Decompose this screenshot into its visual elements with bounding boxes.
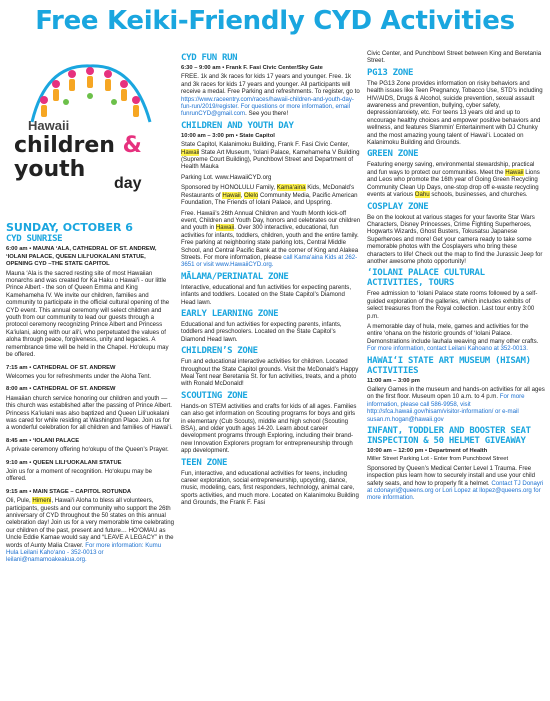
section-heading-green: GREEN ZONE [367,149,419,160]
sunrise-time: 6:00 am • MAUNA ‘ALA, CATHEDRAL OF ST. ANDREW, ‘IOLANI PALACE, QUEEN LILI‘UOKALANI STATUE, OPENING CYD –THE STATE CAPITOL [6,246,157,268]
text-run: Featuring energy saving, environmental stewardship, practical and fun ways to protect our communities. Meet the [367,161,535,176]
text-run: State Art Museum, ‘Iolani Palace, Kamehameha V Building (Supreme Court Building), Punchbowl Street and Department of Health Mauka [181,148,360,171]
text-run: , Hawai‘i Aloha to bless all volunteers, participants, guests and our community who support the 26th anniversary of CYD throughout the 50 states on this annual celebration day! Join us for a very memorable time celebrating our children of the past, present and future… HO‘OMAU as Uncle Eddie Kamae would say and “LEAVE A LEGACY” in the words of Aunty Malia Craver. [6,497,174,549]
section-heading-sunrise: CYD SUNRISE [6,234,63,245]
item3-body: A private ceremony offering ho‘okupu of the Queen’s Prayer. [6,446,169,454]
sunrise-body: Mauna ‘Ala is the sacred resting site of most Hawaiian monarchs and was created for Ka Haku o Hawai‘i - our little Prince Albert - the son of Queen Emma and King Kamehameha IV. We invite our children, families and community to participate in the official cultural opening of the CYD event. This annual ceremony will select children and youth from our community to lead our guests through a protocol ceremony recognizing Prince Albert and Princess Ka‘iulani, along with our ali‘i, who perpetuated the values of aloha through peace, forgiveness, unity and legacies. A remembrance time will be held in the Chapel. Ho‘okupu may be offered. [6,269,170,359]
text-run: Lions and Leos who promote the 16th year of Going Green Recycling Community Clean Up Days, one-stop drop off e-waste recycling events at various [367,168,540,199]
section-heading-scouting: SCOUTING ZONE [181,390,248,401]
item5-body [6,497,174,564]
section-heading-cyd: CHILDREN AND YOUTH DAY [181,120,294,131]
teen-body: Fun, interactive, and educational activities for teens, including career exploration, social entrepreneurship, upcycling, dance, music, modeling, cars, first responders, technology, animal care, sports activities, and much more. Located on Kalanimoku Building and Grounds, the Frank F. Fasi [181,469,359,507]
malama-body: Interactive, educational and fun activities for expecting parents, infants and toddlers. Located on the State Capitol’s Diamond Head lawn. [181,283,352,306]
highlight: Hawaii [222,191,241,199]
funrun-time: 6:30 – 9:00 am • Frank F. Fasi Civic Center/Sky Gate [181,65,323,71]
pg13-body: The PG13 Zone provides information on risky behaviors and health issues like Teen Pregnancy, Tobacco Use, STD’s including HIV/AIDS, Drugs & Alcohol, suicide prevention, sexual assault awareness and prevention, bullying, cyber safety, depression/anxiety, etc. For teens 13 years old and up to encourage healthy choices and empower positive behaviors and wellness, and features Slammin’ Entertainment with DJ Chunky and the most amazing young talent of Hawai‘i. Located on Kalanimoku Building and Grounds. [367,79,543,147]
section-heading-hisam: HAWAI‘I STATE ART MUSEUM (HISAM) ACTIVITIES [367,355,531,376]
hisam-time: 11:00 am – 3:00 pm [367,377,420,384]
cyd-time: 10:00 am – 3:00 pm • State Capitol [181,132,275,139]
cyd-logo [6,50,174,220]
iolani-body: Free admission to ‘Iolani Palace state rooms followed by a self-guided exploration of the galleries, which includes exhibits of select treasures from the Royal collection. Last tour entry 3:00 p.m. [367,290,538,320]
text-run: schools, businesses, and churches. [429,191,528,199]
item5-time: 9:15 am • MAIN STAGE – CAPITOL ROTUNDA [6,488,132,495]
section-heading-cosplay: COSPLAY ZONE [367,201,429,212]
cosplay-body: Be on the lookout at various stages for your favorite Star Wars Characters, Disney Princesses, Crime Fighting Superheroes, Hogwarts Wizards, Ghost Busters, Tokusatsu Japanese Superheroes and more! Get your camera ready to take some memorable photos with the Cosplayers who bring these characters to life! Check out the map to find the Jurassic Jeep for another awesome photo opportunity! [367,213,543,265]
iolani-body-2 [367,323,545,353]
teen-continued: Civic Center, and Punchbowl Street between King and Beretania Street. [367,50,542,65]
highlight: Olelo [244,191,259,199]
text-run: Kids, McDonald’s Restaurants of [181,184,355,199]
item1-time: 7:15 am • CATHEDRAL OF ST. ANDREW [6,364,116,371]
scouting-body: Hands-on STEM activities and crafts for kids of all ages. Families can also get information on Scouting programs for boys and girls in elementary (Cub Scouts), middle and high school (Scouting BSA), and older youth ages 14-20. Learn about career development programs through Exploring, including their brand-new Innovation Explorers program for entrepreneurship through app development. [181,402,357,455]
infant-time: 10:00 am – 12:00 pm • Department of Health [367,448,488,455]
text-run: Free. Hawaii’s 26th Annual Children and Youth Month kick-off event, Children and Youth Day, honors and celebrates our children and youth in [181,209,361,232]
infant-location: Miller Street Parking Lot - Enter from Punchbowl Street [367,456,509,463]
item3-time: 8:45 am • ‘IOLANI PALACE [6,437,80,444]
item4-body: Join us for a moment of recognition. Ho‘okupu may be offered. [6,467,152,483]
section-heading-teen: TEEN ZONE [181,457,228,468]
logo-hawaii-text: Hawaii [28,118,70,133]
register-link[interactable]: https://www.raceentry.com/races/hawaii-children-and-youth-day-fun-run/2019/register. For questions or more information, email funrunCYD@gmail.com [181,95,354,118]
section-heading-malama: MĀLAMA/PERINATAL ZONE [181,271,289,282]
text-run: A memorable day of hula, mele, games and activities for the entire ‘ohana on the historic grounds of ‘Iolani Palace. Demonstrations include lauhala weaving and many other crafts. [367,322,539,345]
cyd-parking: Parking Lot. www.HawaiiCYD.org [181,173,272,181]
column-3 [367,50,545,698]
section-heading-pg13: PG13 ZONE [367,67,414,78]
green-body [367,161,545,198]
section-heading-childrens: CHILDREN’S ZONE [181,346,258,357]
event-date: SUNDAY, OCTOBER 6 [6,221,133,234]
text-run: Oli, Pule, [6,497,33,505]
contact-link[interactable]: Contact TJ Donayri at cdonayri@queens.org or Lori Lopez at llopez@queens.org for more information. [367,479,544,502]
page-title: Free Keiki-Friendly CYD Activities [35,6,515,36]
text-run: Community Media, Pacific American Foundation, The Friends of Iolani Palace, and Upspring. [181,191,358,207]
hisam-body [367,386,545,423]
item2-time: 8:00 am • CATHEDRAL OF ST. ANDREW [6,386,116,393]
highlight: Hawaii [505,168,524,176]
logo-ampersand: & [122,133,142,158]
section-heading-infant: INFANT, TODDLER AND BOOSTER SEAT INSPECTION & 50 HELMET GIVEAWAY [367,426,531,447]
highlight: Kama‘aina [276,184,306,192]
text-run: Sponsored by Queen’s Medical Center Level 1 Trauma. Free inspection plus learn how to securely install and use your child safety seats, and how to properly fit a helmet. [367,464,536,487]
logo-day: day [114,175,142,192]
item2-body: Hawaiian church service honoring our children and youth — this church was established after the passing of Prince Albert. Princess Ka‘iulani was also baptized and Queen Lili‘uokalani was cared for while residing at Washington Place. Join us for a wonderful celebration for all children and families of Hawai‘i. [6,394,173,432]
text-run: FREE. 1k and 3k races for kids 17 years and younger. Free. 1k and 3k races for kids 17 years and younger. All participants will receive a medal. Free Parking and refreshments. To register, go to [181,73,360,96]
item4-time: 9:10 am • QUEEN LILI‘UOKALANI STATUE [6,459,122,466]
contact-link[interactable]: For more information, contact Leilani Kahoano at 352-0013. [367,345,528,353]
highlight: Hawaii [181,148,200,156]
column-1 [6,50,174,698]
childrens-body: Fun and educational interactive activities for children. Located throughout the State Capitol grounds. Visit the McDonald’s Happy Meal Tent near Beretania St. for fun activities, treats, and a photo with Ronald McDonald! [181,358,359,388]
cyd-location [181,141,361,171]
text-run: Gallery Games in the museum and hands-on activities for all ages on the first floor. Museum open 10 a.m. to 4 p.m. [367,386,545,401]
text-run: State Capitol, Kalanimoku Building, Frank F. Fasi Civic Center, [181,141,350,149]
logo-wordmark [14,134,174,182]
contact-link[interactable]: For more information: Kumu Hula Leilani Kaho‘ano - 352-0013 or leilani@namamoakeakua.org. [6,541,162,564]
infant-body [367,465,545,502]
text-run: , [240,191,245,199]
info-link[interactable]: call Kama‘aina Kids at 262-3651 or visit www.HawaiiCYD.org. [181,253,358,269]
logo-youth: youth [14,157,86,182]
text-run: . Over 300 interactive, educational, fun activities for infants, toddlers, children, youth and the entire family. Free parking at neighboring state parking lots, Central Middle School, and Central Pacific Bank at the corner of King and Alakea Streets. For more information, please [181,224,359,261]
text-run: Sponsored by HONOLULU Family, [181,184,277,192]
logo-children: children [14,133,115,158]
highlight: Oahu [414,191,430,199]
cyd-description [181,210,361,269]
column-2 [181,50,361,698]
highlight: Hawaii [215,224,235,232]
section-heading-iolani: ‘IOLANI PALACE CULTURAL ACTIVITIES, TOURS [367,268,485,289]
item1-body: Welcomes you for refreshments under the Aloha Tent. [6,372,152,380]
contact-link[interactable]: For more information, please call 586-9958, visit http://sfca.hawaii.gov/hisam/visitor-information/ or e-mail susan.m.hogan@hawaii.gov [367,393,525,423]
funrun-body [181,73,361,117]
section-heading-early: EARLY LEARNING ZONE [181,308,279,319]
text-run: . See you there! [245,110,289,118]
early-body: Educational and fun activities for expecting parents, infants, toddlers and preschoolers. Located on the State Capitol’s Diamond Head lawn. [181,320,342,343]
cyd-sponsors [181,184,361,206]
highlight: Himeni [32,497,52,505]
section-heading-funrun: CYD FUN RUN [181,53,238,63]
keiki-figures-icon [26,56,156,126]
